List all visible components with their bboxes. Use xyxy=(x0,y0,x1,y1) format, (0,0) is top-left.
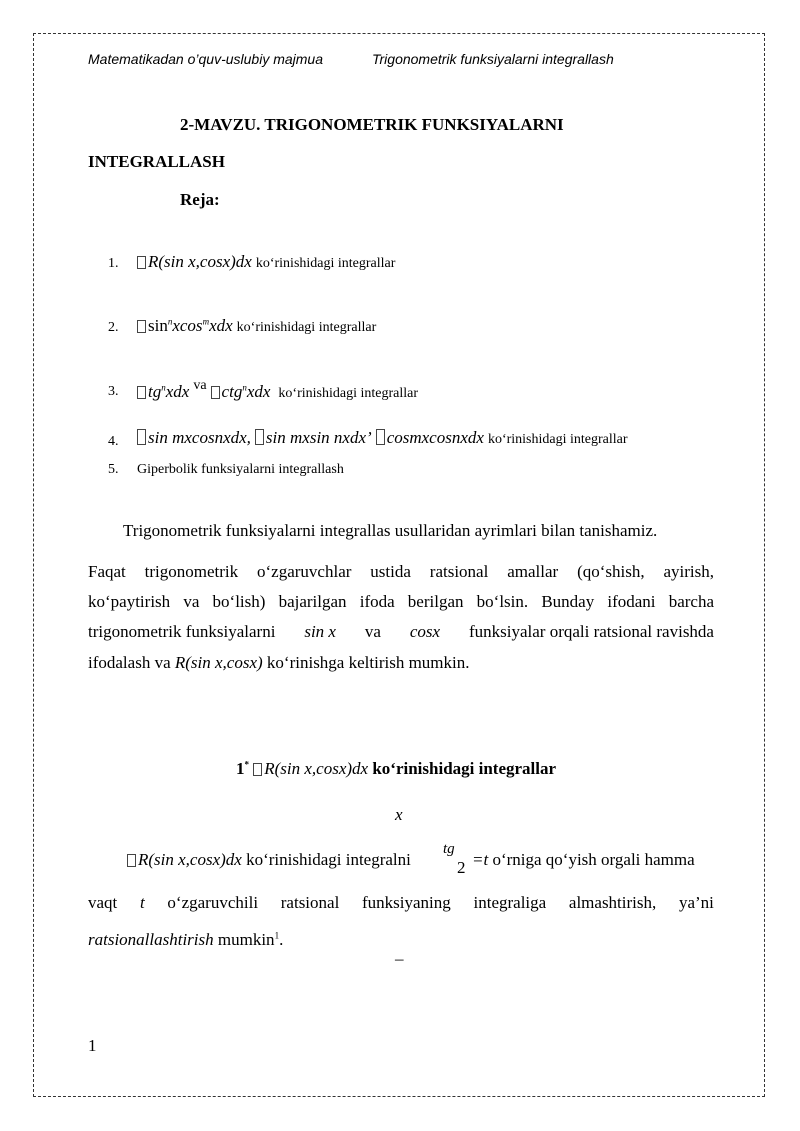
integral-symbol-icon xyxy=(376,429,385,445)
plan-item-5-number: 5. xyxy=(108,462,119,477)
plan-item-3: $tg^nxdx$ va ctg$^n$xdx ko‘rinishidagi integrallar xyxy=(137,378,418,402)
title-line1: 2-MAVZU. TRIGONOMETRIK FUNKSIYALARNI xyxy=(180,115,564,134)
title-line2: INTEGRALLASH xyxy=(88,152,225,171)
paragraph1-line5: ifodalash va R(sin x,cosx) ko‘rinishga keltirish mumkin. xyxy=(88,653,470,672)
paragraph1-line1: Trigonometrik funksiyalarni integrallas usullaridan ayrimlari bilan tanishamiz. xyxy=(123,521,658,540)
integral-symbol-icon xyxy=(137,320,146,333)
integral-symbol-icon xyxy=(253,763,262,776)
plan-item-1-formula: R(sin x,cosx)dx xyxy=(148,252,252,271)
plan-item-4-text: ko‘rinishidagi integrallar xyxy=(487,432,628,447)
fraction-denominator: 2 xyxy=(457,858,466,877)
plan-item-4: sin mxcosnxdx, sin mxsin nxdx’ cosmxcosnxdx ko‘rinishidagi integrallar xyxy=(137,428,628,448)
header-left: Matematikadan o’quv-uslubiy majmua xyxy=(88,51,323,67)
plan-item-5-text: Giperbolik funksiyalarni integrallash xyxy=(137,462,344,477)
plan-item-2: $\sin^nxcos^mxdx$ ko‘rinishidagi integrallar xyxy=(137,316,376,336)
paragraph2-line1-end: =t o‘rniga qo‘yish orgali hamma xyxy=(472,850,695,869)
paragraph1-line3: ko‘paytirish va bo‘lish) bajarilgan ifoda berilgan bo‘lsin. Bunday ifodani barcha xyxy=(88,592,714,611)
integral-symbol-icon xyxy=(127,854,136,867)
plan-heading: Reja: xyxy=(180,190,220,209)
plan-item-1-number: 1. xyxy=(108,256,119,271)
plan-item-3-text: ko‘rinishidagi integrallar xyxy=(278,386,418,401)
plan-item-2-number: 2. xyxy=(108,320,119,335)
plan-item-1-text: ko‘rinishidagi integrallar xyxy=(255,256,396,271)
integral-symbol-icon xyxy=(255,429,264,445)
integral-symbol-icon xyxy=(137,429,146,445)
plan-item-3-number: 3. xyxy=(108,384,119,399)
section1-heading: 1* R(sin x,cosx)dx ko‘rinishidagi integrallar xyxy=(236,759,557,778)
paragraph2-line1: R(sin x,cosx)dx ko‘rinishidagi integralni xyxy=(127,851,411,868)
paragraph2-line2: vaqt t o‘zgaruvchili ratsional funksiyaning integraliga almashtirish, ya’ni xyxy=(88,893,714,912)
integral-symbol-icon xyxy=(211,386,220,399)
integral-symbol-icon xyxy=(137,386,146,399)
plan-item-1 xyxy=(137,252,395,272)
plan-item-4-number: 4. xyxy=(108,434,119,449)
integral-symbol-icon xyxy=(137,256,146,269)
fraction-bar: – xyxy=(395,949,404,968)
fraction-numerator: x xyxy=(395,805,403,824)
paragraph2-line3: ratsionallashtirish mumkin$^1$. xyxy=(88,930,284,949)
header-right: Trigonometrik funksiyalarni integrallash xyxy=(372,51,614,67)
tg-label: tg xyxy=(443,841,455,857)
paragraph1-line4: trigonometrik funksiyalarni sin x va cosx funksiyalar orqali ratsional ravishda xyxy=(88,622,714,641)
plan-item-2-text: ko‘rinishidagi integrallar xyxy=(236,320,377,335)
paragraph1-line2: Faqat trigonometrik o‘zgaruvchlar ustida ratsional amallar (qo‘shish, ayirish, xyxy=(88,562,714,581)
page-number: 1 xyxy=(88,1036,97,1055)
